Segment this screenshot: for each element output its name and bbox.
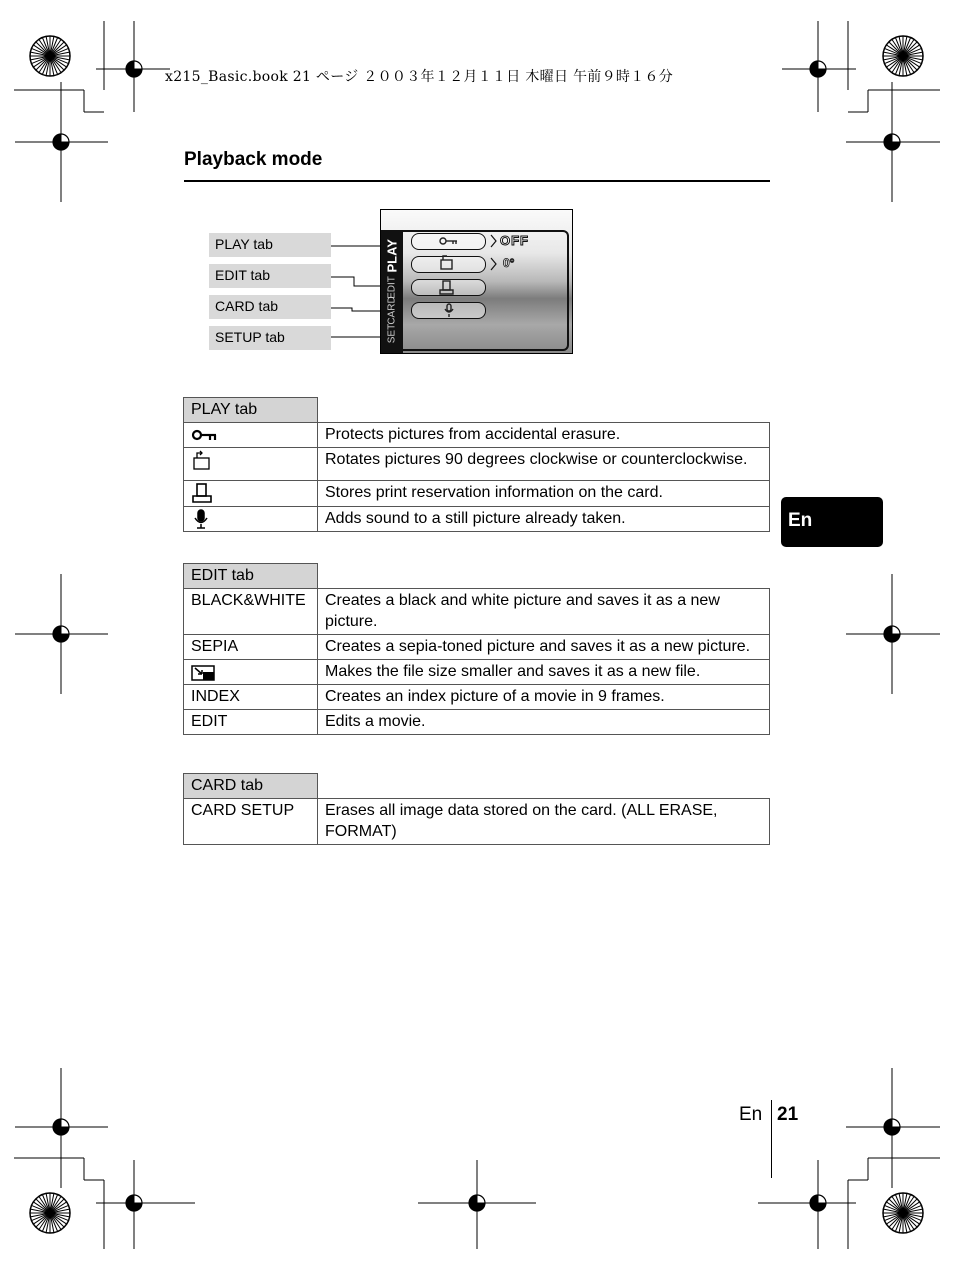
table-row [184,685,770,710]
label-play-tab: PLAY tab [209,233,331,257]
play-row-4-desc: Adds sound to a still picture already taken. [318,507,770,532]
lcd-item-icons [381,210,573,354]
edit-row-1-name: BLACK&WHITE [184,589,318,635]
label-setup-tab: SETUP tab [209,326,331,350]
resize-icon [191,665,217,681]
card-row-1-desc: Erases all image data stored on the card. (ALL ERASE, FORMAT) [318,799,770,845]
print-reservation-icon [191,482,213,504]
edit-row-4-name: INDEX [184,685,318,710]
edit-row-3-desc: Makes the file size smaller and saves it as a new file. [318,660,770,685]
footer-divider [771,1100,772,1178]
edit-row-1-desc: Creates a black and white picture and saves it as a new picture. [318,589,770,635]
edit-row-5-name: EDIT [184,710,318,735]
footer-language: En [739,1104,763,1125]
rotate-icon [191,450,213,472]
card-row-1-name: CARD SETUP [184,799,318,845]
play-row-2-desc: Rotates pictures 90 degrees clockwise or counterclockwise. [318,448,770,481]
play-row-3-desc: Stores print reservation information on the card. [318,481,770,507]
lcd-rotate-value: 0° [503,256,515,270]
card-tab-table [183,773,770,845]
lcd-protect-value: OFF [500,233,529,248]
protect-key-icon [191,427,219,443]
lcd-tab-play: PLAY [384,239,400,273]
play-row-1-desc: Protects pictures from accidental erasure. [318,423,770,448]
table-row [184,635,770,660]
card-table-header: CARD tab [184,774,318,799]
table-row [184,448,770,481]
lcd-tab-card: CARD [386,296,398,325]
edit-tab-table [183,563,770,735]
table-row [184,589,770,635]
language-side-tab: En [781,497,883,547]
play-tab-table [183,397,770,532]
table-row [184,423,770,448]
microphone-icon [191,508,211,529]
table-row [184,710,770,735]
label-edit-tab: EDIT tab [209,264,331,288]
table-row [184,660,770,685]
edit-row-4-desc: Creates an index picture of a movie in 9 frames. [318,685,770,710]
label-card-tab: CARD tab [209,295,331,319]
table-row [184,507,770,532]
lcd-tab-edit: EDIT [386,276,398,299]
page-title: Playback mode [184,149,323,170]
play-table-header: PLAY tab [184,398,318,423]
lcd-tab-set: SET [386,323,398,344]
edit-row-5-desc: Edits a movie. [318,710,770,735]
page-number: 21 [777,1104,799,1125]
table-row [184,481,770,507]
lcd-screen [380,209,573,354]
edit-table-header: EDIT tab [184,564,318,589]
table-row [184,799,770,845]
edit-row-2-name: SEPIA [184,635,318,660]
title-rule [184,180,770,182]
edit-row-2-desc: Creates a sepia-toned picture and saves it as a new picture. [318,635,770,660]
print-header-info: x215_Basic.book 21 ページ ２００３年１２月１１日 木曜日 午前９時１６分 [165,69,674,85]
